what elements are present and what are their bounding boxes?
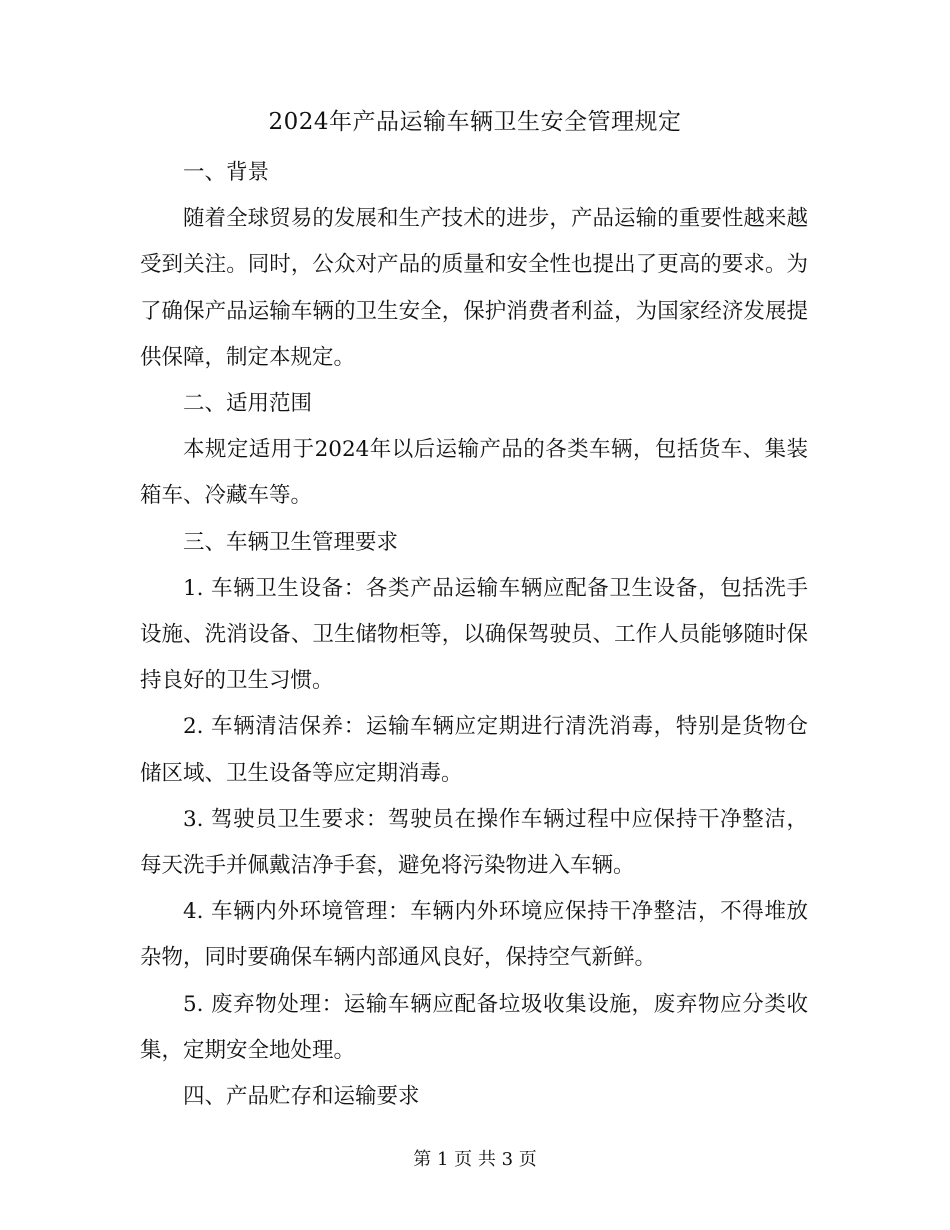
list-item-hygiene-equipment: 1. 车辆卫生设备：各类产品运输车辆应配备卫生设备，包括洗手设施、洗消设备、卫生储物柜等，以确保驾驶员、工作人员能够随时保持良好的卫生习惯。 xyxy=(140,575,808,694)
paragraph-background: 随着全球贸易的发展和生产技术的进步，产品运输的重要性越来越受到关注。同时，公众对产品的质量和安全性也提出了更高的要求。为了确保产品运输车辆的卫生安全，保护消费者利益，为国家经济发展提供保障，制定本规定。 xyxy=(140,206,808,370)
list-item-waste-disposal: 5. 废弃物处理：运输车辆应配备垃圾收集设施，废弃物应分类收集，定期安全地处理。 xyxy=(140,991,808,1063)
paragraph-scope: 本规定适用于2024年以后运输产品的各类车辆，包括货车、集装箱车、冷藏车等。 xyxy=(140,437,808,509)
document-body xyxy=(140,150,808,1120)
list-item-driver-hygiene: 3. 驾驶员卫生要求：驾驶员在操作车辆过程中应保持干净整洁，每天洗手并佩戴洁净手套，避免将污染物进入车辆。 xyxy=(140,806,808,879)
list-item-cleaning-maintenance: 2. 车辆清洁保养：运输车辆应定期进行清洗消毒，特别是货物仓储区域、卫生设备等应定期消毒。 xyxy=(140,714,808,786)
section-heading-scope: 二、适用范围 xyxy=(183,391,313,417)
section-heading-vehicle-hygiene: 三、车辆卫生管理要求 xyxy=(183,529,399,555)
document-title: 2024年产品运输车辆卫生安全管理规定 xyxy=(268,109,682,135)
section-heading-background: 一、背景 xyxy=(183,160,270,185)
page-number-footer: 第 1 页 共 3 页 xyxy=(413,1149,537,1170)
section-heading-storage-transport: 四、产品贮存和运输要求 xyxy=(183,1084,420,1110)
list-item-environment-management: 4. 车辆内外环境管理：车辆内外环境应保持干净整洁，不得堆放杂物，同时要确保车辆内部通风良好，保持空气新鲜。 xyxy=(140,899,808,971)
